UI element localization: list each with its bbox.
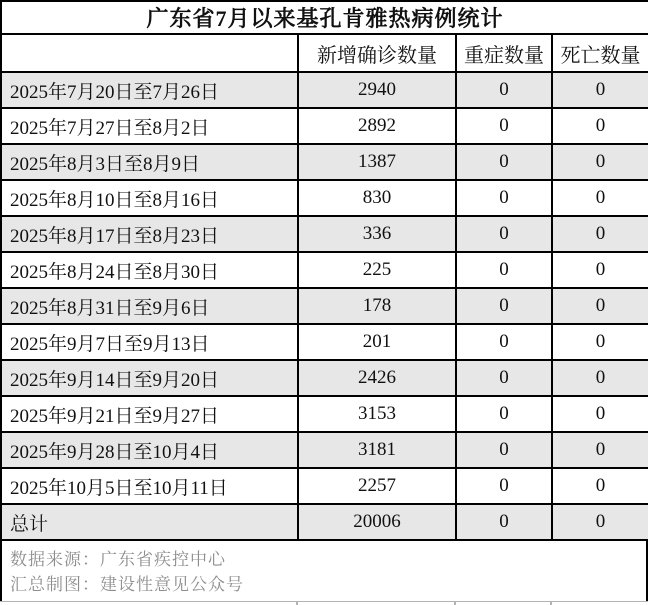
period-cell: 2025年8月17日至8月23日 [1, 216, 298, 252]
severe-cell: 0 [456, 108, 552, 144]
period-cell: 2025年9月14日至9月20日 [1, 360, 298, 396]
period-cell: 2025年8月24日至8月30日 [1, 252, 298, 288]
severe-cell: 0 [456, 360, 552, 396]
deaths-cell: 0 [552, 252, 648, 288]
severe-cell: 0 [456, 396, 552, 432]
deaths-cell: 0 [552, 432, 648, 468]
header-row [1, 34, 648, 72]
new-confirmed-cell: 336 [298, 216, 456, 252]
deaths-cell: 0 [552, 180, 648, 216]
table-row [1, 432, 648, 468]
deaths-cell: 0 [552, 144, 648, 180]
column-header-deaths: 死亡数量 [552, 34, 648, 72]
period-cell: 2025年9月21日至9月27日 [1, 396, 298, 432]
cropped-next-row-divider [0, 601, 648, 605]
deaths-cell: 0 [552, 396, 648, 432]
table-title: 广东省7月以来基孔肯雅热病例统计 [1, 1, 648, 34]
column-header-period [1, 34, 298, 72]
footer-notes [0, 541, 648, 601]
period-cell: 2025年8月31日至9月6日 [1, 288, 298, 324]
deaths-cell: 0 [552, 72, 648, 108]
data-source-note: 数据来源：广东省疾控中心 [10, 550, 226, 569]
severe-cell: 0 [456, 216, 552, 252]
table-row [1, 324, 648, 360]
new-confirmed-cell: 201 [298, 324, 456, 360]
column-header-new-confirmed: 新增确诊数量 [298, 34, 456, 72]
table-row [1, 72, 648, 108]
period-cell: 2025年9月7日至9月13日 [1, 324, 298, 360]
period-cell: 2025年7月20日至7月26日 [1, 72, 298, 108]
new-confirmed-cell: 2426 [298, 360, 456, 396]
new-confirmed-cell: 2892 [298, 108, 456, 144]
deaths-cell: 0 [552, 216, 648, 252]
table-row [1, 468, 648, 504]
severe-cell: 0 [456, 72, 552, 108]
period-cell: 总计 [1, 504, 298, 540]
table-row [1, 144, 648, 180]
severe-cell: 0 [456, 504, 552, 540]
severe-cell: 0 [456, 324, 552, 360]
table-row [1, 108, 648, 144]
column-header-severe: 重症数量 [456, 34, 552, 72]
period-cell: 2025年7月27日至8月2日 [1, 108, 298, 144]
deaths-cell: 0 [552, 324, 648, 360]
new-confirmed-cell: 20006 [298, 504, 456, 540]
table-row [1, 396, 648, 432]
new-confirmed-cell: 3153 [298, 396, 456, 432]
case-table-body [1, 72, 648, 540]
period-cell: 2025年8月3日至8月9日 [1, 144, 298, 180]
table-row [1, 504, 648, 540]
table-row [1, 288, 648, 324]
new-confirmed-cell: 3181 [298, 432, 456, 468]
table-row [1, 360, 648, 396]
new-confirmed-cell: 1387 [298, 144, 456, 180]
period-cell: 2025年8月10日至8月16日 [1, 180, 298, 216]
chart-credit-note: 汇总制图：建设性意见公众号 [10, 575, 244, 594]
severe-cell: 0 [456, 180, 552, 216]
period-cell: 2025年10月5日至10月11日 [1, 468, 298, 504]
deaths-cell: 0 [552, 468, 648, 504]
severe-cell: 0 [456, 288, 552, 324]
period-cell: 2025年9月28日至10月4日 [1, 432, 298, 468]
table-row [1, 216, 648, 252]
table-row [1, 180, 648, 216]
deaths-cell: 0 [552, 288, 648, 324]
severe-cell: 0 [456, 144, 552, 180]
new-confirmed-cell: 178 [298, 288, 456, 324]
new-confirmed-cell: 2257 [298, 468, 456, 504]
deaths-cell: 0 [552, 108, 648, 144]
new-confirmed-cell: 2940 [298, 72, 456, 108]
severe-cell: 0 [456, 432, 552, 468]
deaths-cell: 0 [552, 360, 648, 396]
title-row [1, 1, 648, 34]
new-confirmed-cell: 830 [298, 180, 456, 216]
severe-cell: 0 [456, 468, 552, 504]
severe-cell: 0 [456, 252, 552, 288]
new-confirmed-cell: 225 [298, 252, 456, 288]
table-row [1, 252, 648, 288]
deaths-cell: 0 [552, 504, 648, 540]
